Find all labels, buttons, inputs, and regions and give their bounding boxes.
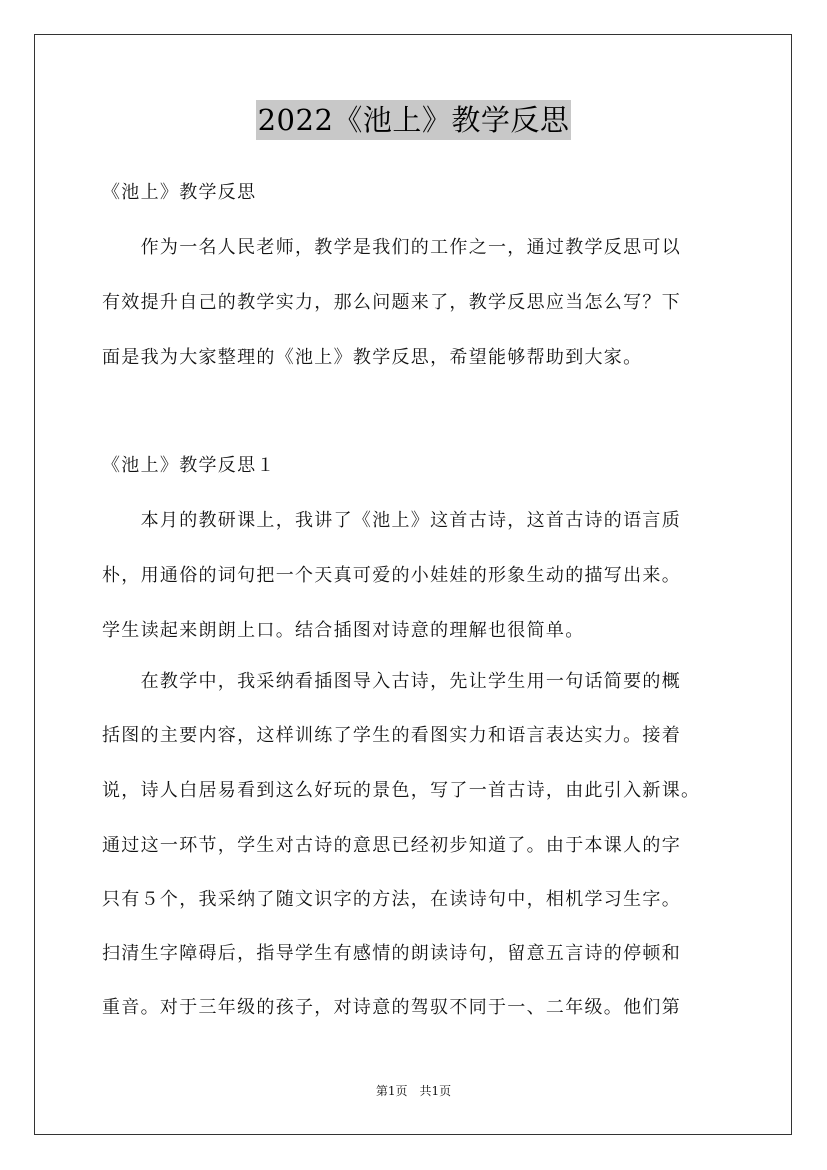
intro-line-3: 面是我为大家整理的《池上》教学反思，希望能够帮助到大家。 [102,347,643,368]
section1-line-3: 学生读起来朗朗上口。结合插图对诗意的理解也很简单。 [102,620,585,641]
section1-line-8: 只有５个，我采纳了随文识字的方法，在读诗句中，相机学习生字。 [102,889,681,910]
title-container [0,100,827,140]
document-title: 2022《池上》教学反思 [256,100,572,140]
section1-line-6: 说，诗人白居易看到这么好玩的景色，写了一首古诗，由此引入新课。 [102,780,701,801]
section1-line-1: 本月的教研课上，我讲了《池上》这首古诗，这首古诗的语言质 [102,510,681,531]
document-subtitle: 《池上》教学反思 [102,182,257,203]
section1-line-4: 在教学中，我采纳看插图导入古诗，先让学生用一句话简要的概 [102,671,681,692]
section1-line-9: 扫清生字障碍后，指导学生有感情的朗读诗句，留意五言诗的停顿和 [102,943,681,964]
section1-heading: 《池上》教学反思１ [102,455,276,476]
intro-line-2: 有效提升自己的教学实力，那么问题来了，教学反思应当怎么写？下 [102,292,681,313]
section1-line-10: 重音。对于三年级的孩子，对诗意的驾驭不同于一、二年级。他们第 [102,997,681,1018]
intro-line-1: 作为一名人民老师，教学是我们的工作之一，通过教学反思可以 [102,237,681,258]
page-footer: 第1页 共1页 [375,1084,452,1098]
section1-line-5: 括图的主要内容，这样训练了学生的看图实力和语言表达实力。接着 [102,725,681,746]
section1-line-2: 朴，用通俗的词句把一个天真可爱的小娃娃的形象生动的描写出来。 [102,565,681,586]
section1-line-7: 通过这一环节，学生对古诗的意思已经初步知道了。由于本课人的字 [102,835,681,856]
